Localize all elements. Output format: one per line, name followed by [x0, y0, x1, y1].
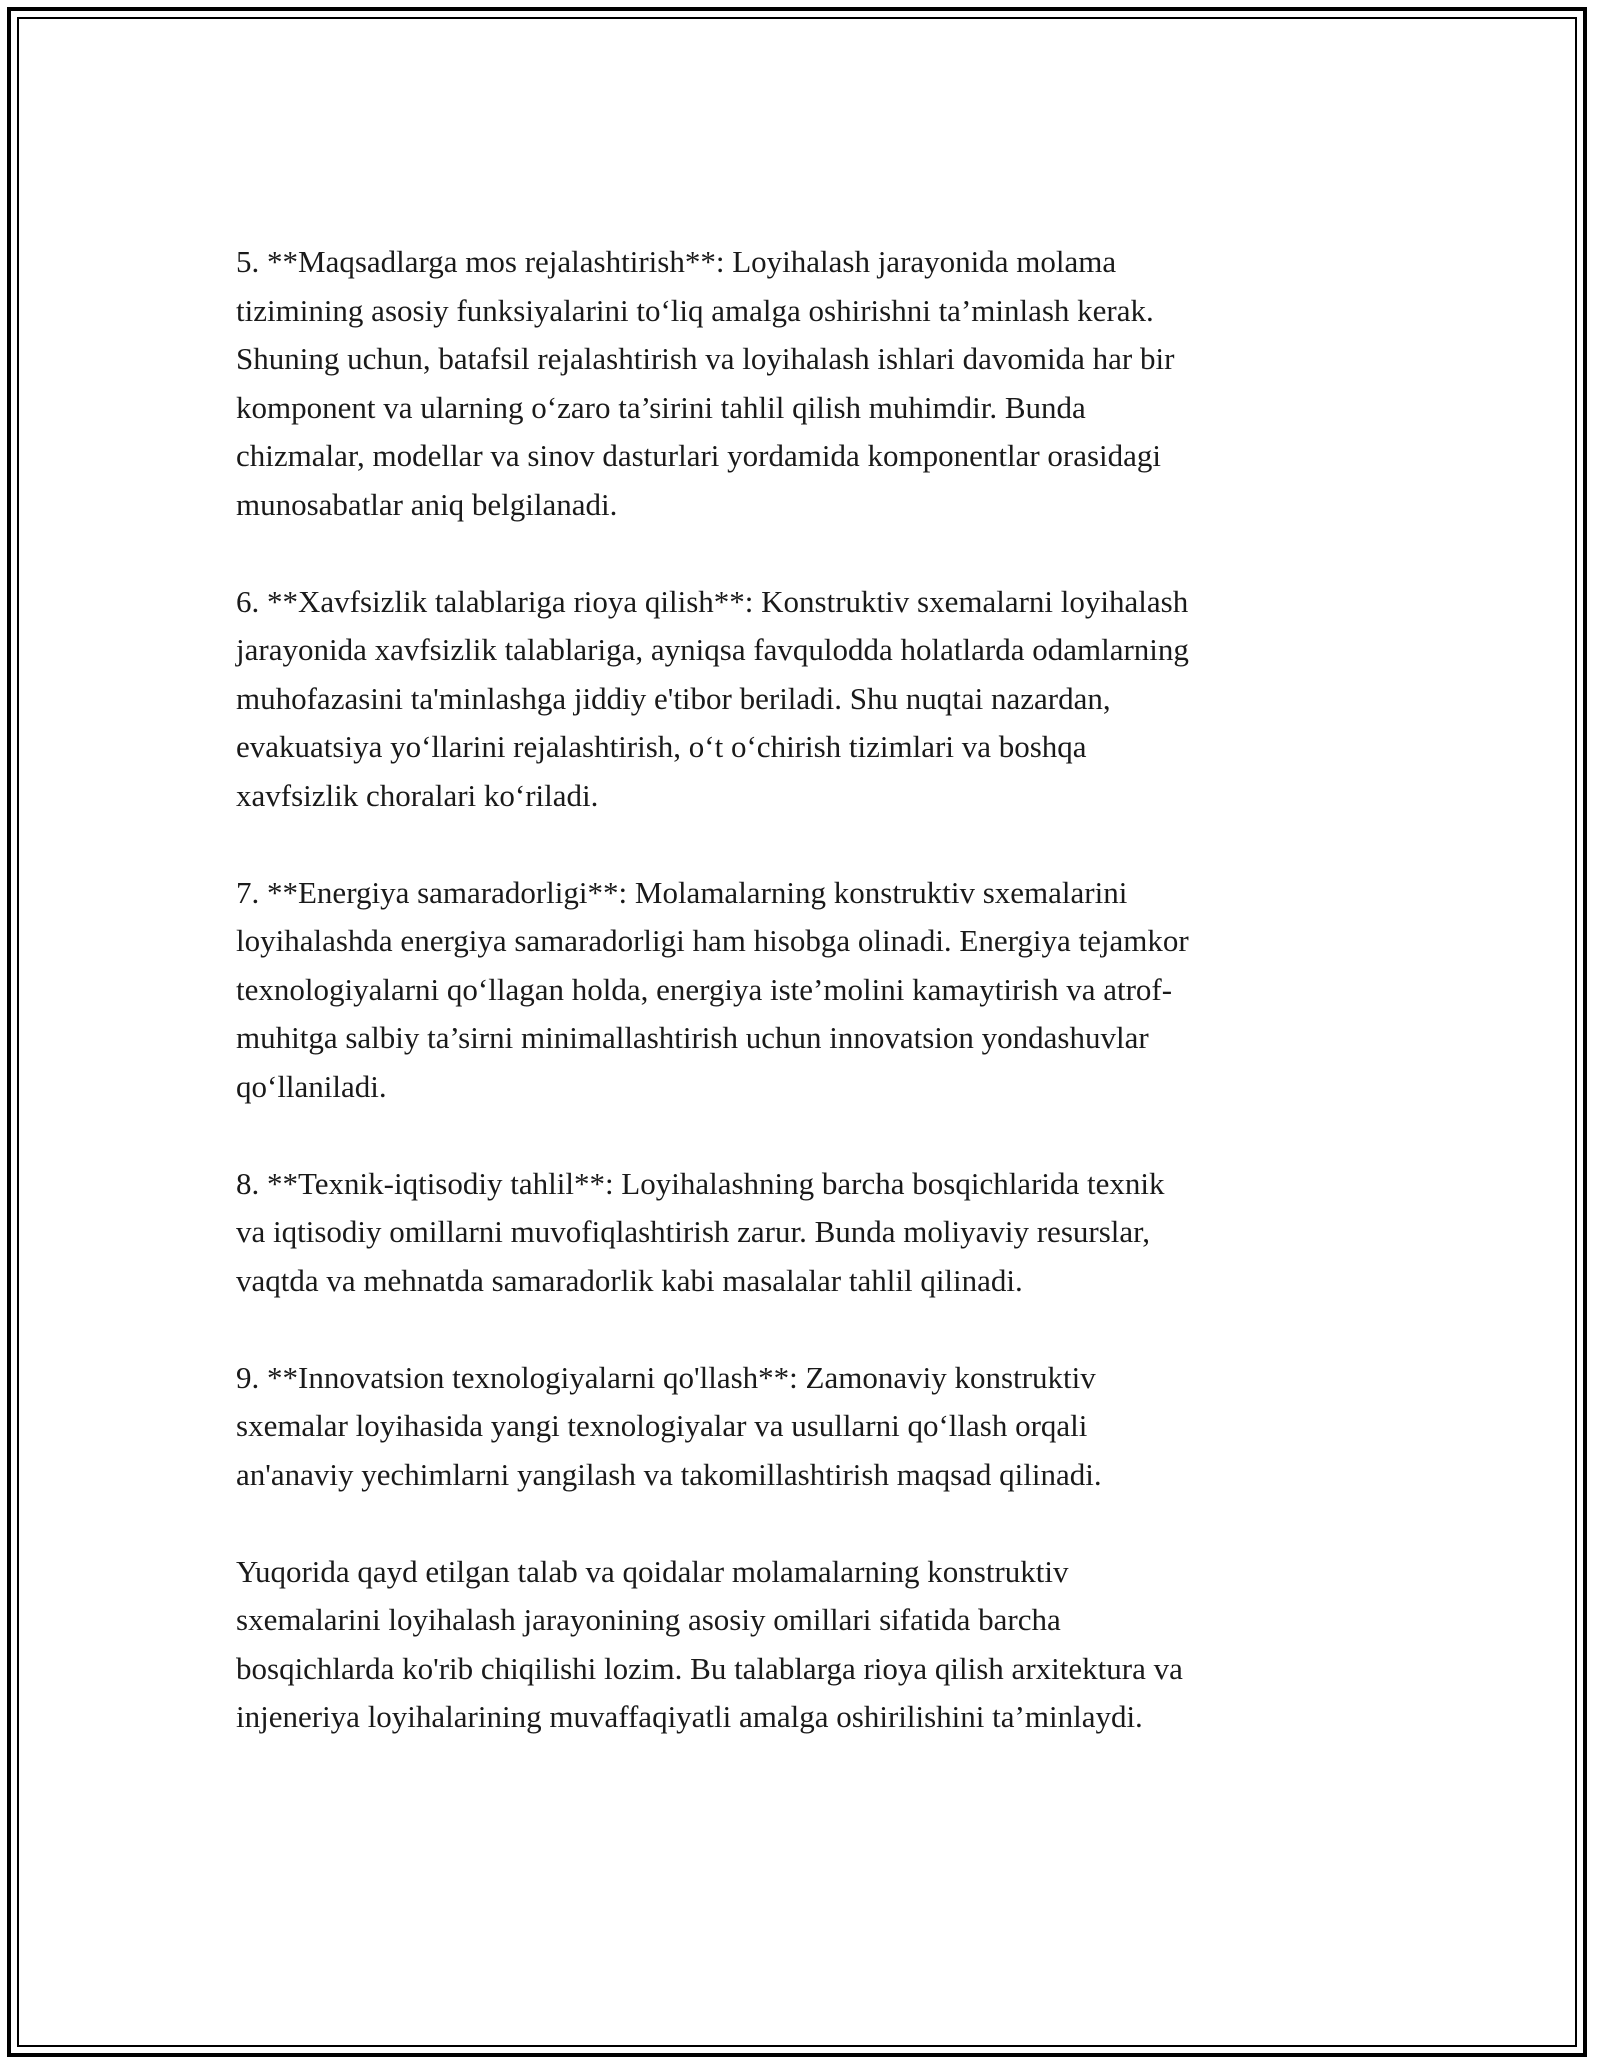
paragraph-item-9 — [236, 1354, 1376, 1500]
text-line: muhitga salbiy ta’sirni minimallashtirish uchun innovatsion yondashuvlar — [236, 1020, 1149, 1055]
text-line: 5. **Maqsadlarga mos rejalashtirish**: Loyihalash jarayonida molama — [236, 244, 1117, 279]
text-line: 6. **Xavfsizlik talablariga rioya qilish**: Konstruktiv sxemalarni loyihalash — [236, 583, 1189, 619]
text-line: Shuning uchun, batafsil rejalashtirish va loyihalash ishlari davomida har bir — [236, 341, 1175, 376]
text-line: sxemalarini loyihalash jarayonining asosiy omillari sifatida barcha — [236, 1602, 1061, 1637]
paragraph-item-8 — [236, 1160, 1376, 1306]
text-line: muhofazasini ta'minlashga jiddiy e'tibor beriladi. Shu nuqtai nazardan, — [236, 680, 1111, 716]
text-line: Yuqorida qayd etilgan talab va qoidalar molamalarning konstruktiv — [236, 1553, 1069, 1589]
text-line: vaqtda va mehnatda samaradorlik kabi masalalar tahlil qilinadi. — [236, 1262, 1023, 1298]
text-line: qo‘llaniladi. — [236, 1068, 387, 1104]
text-line: komponent va ularning o‘zaro ta’sirini tahlil qilish muhimdir. Bunda — [236, 389, 1086, 425]
text-line: injeneriya loyihalarining muvaffaqiyatli amalga oshirilishini ta’minlaydi. — [236, 1699, 1143, 1734]
text-line: munosabatlar aniq belgilanadi. — [236, 486, 618, 522]
paragraph-item-7 — [236, 869, 1376, 1112]
text-line: xavfsizlik choralari ko‘riladi. — [236, 777, 599, 813]
text-line: texnologiyalarni qo‘llagan holda, energiya iste’molini kamaytirish va atrof- — [236, 971, 1173, 1007]
text-line: 8. **Texnik-iqtisodiy tahlil**: Loyihalashning barcha bosqichlarida texnik — [236, 1165, 1165, 1201]
text-line: chizmalar, modellar va sinov dasturlari yordamida komponentlar orasidagi — [236, 438, 1162, 473]
paragraph-item-6 — [236, 578, 1376, 821]
text-line: jarayonida xavfsizlik talablariga, ayniqsa favqulodda holatlarda odamlarning — [236, 632, 1189, 667]
text-line: 7. **Energiya samaradorligi**: Molamalarning konstruktiv sxemalarini — [236, 874, 1128, 910]
document-body — [236, 238, 1376, 1790]
text-line: loyihalashda energiya samaradorligi ham hisobga olinadi. Energiya tejamkor — [236, 923, 1189, 958]
text-line: va iqtisodiy omillarni muvofiqlashtirish zarur. Bunda moliyaviy resurslar, — [236, 1214, 1150, 1249]
text-line: 9. **Innovatsion texnologiyalarni qo'llash**: Zamonaviy konstruktiv — [236, 1359, 1096, 1395]
text-line: tizimining asosiy funksiyalarini to‘liq amalga oshirishni ta’minlash kerak. — [236, 292, 1154, 328]
paragraph-conclusion — [236, 1548, 1376, 1742]
text-line: bosqichlarda ko'rib chiqilishi lozim. Bu talablarga rioya qilish arxitektura va — [236, 1650, 1183, 1686]
text-line: sxemalar loyihasida yangi texnologiyalar va usullarni qo‘llash orqali — [236, 1408, 1088, 1443]
paragraph-item-5 — [236, 238, 1376, 529]
text-line: evakuatsiya yo‘llarini rejalashtirish, o‘t o‘chirish tizimlari va boshqa — [236, 729, 1087, 764]
text-line: an'anaviy yechimlarni yangilash va takomillashtirish maqsad qilinadi. — [236, 1456, 1102, 1492]
